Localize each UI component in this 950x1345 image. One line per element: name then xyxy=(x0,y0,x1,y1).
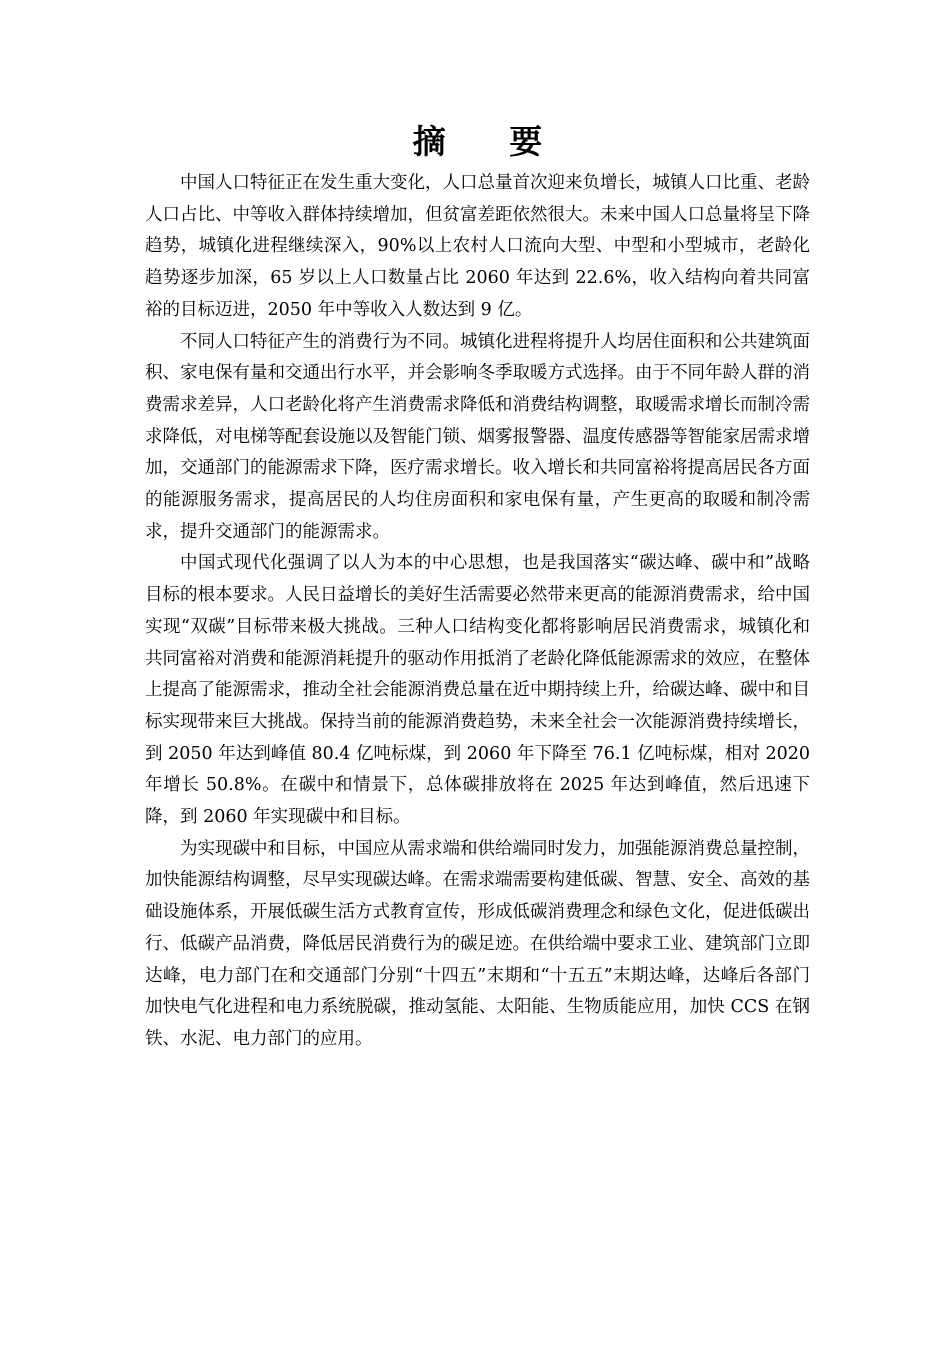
paragraph-3: 中国式现代化强调了以人为本的中心思想，也是我国落实“碳达峰、碳中和”战略目标的根本要求。人民日益增长的美好生活需要必然带来更高的能源消费需求，给中国实现“双碳”目标带来极大挑战。三种人口结构变化都将影响居民消费需求，城镇化和共同富裕对消费和能源消耗提升的驱动作用抵消了老龄化降低能源需求的效应，在整体上提高了能源需求，推动全社会能源消费总量在近中期持续上升，给碳达峰、碳中和目标实现带来巨大挑战。保持当前的能源消费趋势，未来全社会一次能源消费持续增长，到 2050 年达到峰值 80.4 亿吨标煤，到 2060 年下降至 76.1 亿吨标煤，相对 2020 年增长 50.8%。在碳中和情景下，总体碳排放将在 2025 年达到峰值，然后迅速下降，到 2060 年实现碳中和目标。 xyxy=(145,553,810,828)
paragraph-2: 不同人口特征产生的消费行为不同。城镇化进程将提升人均居住面积和公共建筑面积、家电保有量和交通出行水平，并会影响冬季取暖方式选择。由于不同年龄人群的消费需求差异，人口老龄化将产生消费需求降低和消费结构调整，取暖需求增长而制冷需求降低，对电梯等配套设施以及智能门锁、烟雾报警器、温度传感器等智能家居需求增加，交通部门的能源需求下降，医疗需求增长。收入增长和共同富裕将提高居民各方面的能源服务需求，提高居民的人均住房面积和家电保有量，产生更高的取暖和制冷需求，提升交通部门的能源需求。 xyxy=(145,331,810,542)
paragraph-1: 中国人口特征正在发生重大变化，人口总量首次迎来负增长，城镇人口比重、老龄人口占比、中等收入群体持续增加，但贫富差距依然很大。未来中国人口总量将呈下降趋势，城镇化进程继续深入，90%以上农村人口流向大型、中型和小型城市，老龄化趋势逐步加深，65 岁以上人口数量占比 2060 年达到 22.6%，收入结构向着共同富裕的目标迈进，2050 年中等收入人数达到 9 亿。 xyxy=(145,173,810,320)
page-title: 摘 要 xyxy=(412,122,569,161)
document-body xyxy=(145,118,810,1056)
paragraph-4: 为实现碳中和目标，中国应从需求端和供给端同时发力，加强能源消费总量控制，加快能源结构调整，尽早实现碳达峰。在需求端需要构建低碳、智慧、安全、高效的基础设施体系，开展低碳生活方式教育宣传，形成低碳消费理念和绿色文化，促进低碳出行、低碳产品消费，降低居民消费行为的碳足迹。在供给端中要求工业、建筑部门立即达峰，电力部门在和交通部门分别“十四五”末期和“十五五”末期达峰，达峰后各部门加快电气化进程和电力系统脱碳，推动氢能、太阳能、生物质能应用，加快 CCS 在钢铁、水泥、电力部门的应用。 xyxy=(145,838,810,1049)
